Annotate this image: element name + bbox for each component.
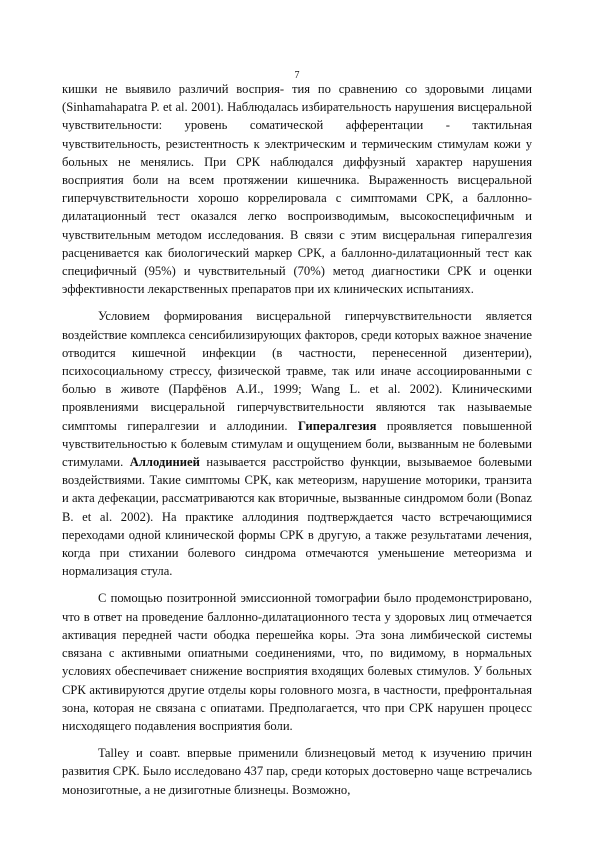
text-run: Talley и соавт. впервые применили близнецовый метод к изучению причин развития СРК. Было исследовано 437 пар, среди которых достоверно чаще встречались монозиготные, а не дизиготные близнецы. Возможно, <box>62 746 532 797</box>
paragraph <box>62 744 532 799</box>
text-run: называется расстройство функции, вызываемое болевыми воздействиями. Такие симптомы СРК, как метеоризм, нарушение моторики, транзита и акта дефекации, рассматриваются как вторичные, вызванные синдромом боли (Bonaz B. et al. 2002). На практике аллодиния подтверждается часто встречающимися переходами одной клинической формы СРК в другую, а также результатами лечения, когда при стихании болевого синдрома отмечаются уменьшение метеоризма и нормализация стула. <box>62 455 532 579</box>
term-hyperalgesia: Гипералгезия <box>298 418 377 433</box>
text-run: С помощью позитронной эмиссионной томографии было продемонстрировано, что в ответ на проведение баллонно-дилатационного теста у здоровых лиц отмечается активация передней части ободка перешейка коры. Эта зона лимбической системы связана с активными опиатными соединениями, что, по видимому, в нормальных условиях обеспечивает снижение восприятия входящих болевых стимулов. У больных СРК активируются другие отделы коры головного мозга, в частности, префронтальная зона, которая не связана с опиатами. Предполагается, что при СРК нарушен процесс нисходящего подавления восприятия боли. <box>62 591 532 733</box>
paragraph <box>62 307 532 580</box>
text-run: проявляется повышенной чувствительностью к болевым стимулам и ощущением боли, вызванным не болевыми стимулами. <box>62 418 532 470</box>
text-run: кишки не выявило различий восприя- тия по сравнению со здоровыми лицами (Sinhamahapatra P. et al. 2001). Наблюдалась избирательность нарушения висцеральной чувствительности: уровень соматической афферентации - тактильная чувствительность, резистентность к электрическим и термическим стимулам кожи у больных не менялись. При СРК наблюдался диффузный характер нарушения восприятия боли на всем протяжении кишечника. Выраженность висцеральной гиперчувствительности хорошо коррелировала с симптомами СРК, а баллонно-дилатационный тест оказался легко воспроизводимым, высокоспецифичным и чувствительным методом исследования. В связи с этим висцеральная гипералгезия расценивается как биологический маркер СРК, а баллонно-дилатационный тест как специфичный (95%) и чувствительный (70%) метод диагностики СРК и оценки эффективности лекарственных препаратов при их клинических испытаниях. <box>62 82 532 297</box>
paragraph <box>62 589 532 735</box>
page-number: 7 <box>294 70 300 81</box>
body-text <box>62 80 532 799</box>
text-run: Условием формирования висцеральной гиперчувствительности является воздействие комплекса сенсибилизирующих факторов, среди которых важное значение отводится кишечной инфекции (в частности, перенесенной дизентерии), психосоциальному стрессу, физической травме, так или иначе ассоциированными с болью в животе (Парфёнов А.И., 1999; Wang L. et al. 2002). Клиническими проявлениями висцеральной гиперчувствительности являются так называемые симптомы гипералгезии и аллодинии. <box>62 309 532 433</box>
term-allodynia: Аллодинией <box>129 455 200 470</box>
paragraph <box>62 80 532 298</box>
